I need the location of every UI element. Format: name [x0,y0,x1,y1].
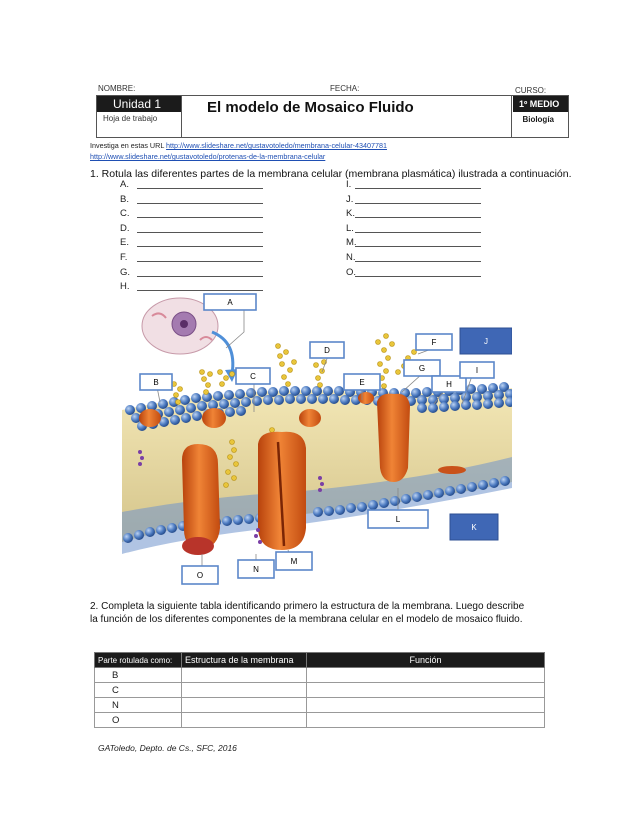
blank-letter: O. [346,266,357,278]
question-2-line-1: 2. Completa la siguiente tabla identificando primero la estructura de la membrana. Luego describe [90,601,525,612]
peripheral-protein [202,408,226,428]
label-N: N [253,565,259,574]
answer-table [94,652,545,728]
label-E: E [359,378,365,387]
label-box-I [460,362,494,378]
footer-credit: GAToledo, Depto. de Cs., SFC, 2016 [98,743,237,753]
blank-letter: C. [120,208,130,220]
answer-blank[interactable] [120,208,263,221]
blank-letter: N. [346,252,356,263]
label-box-F [416,334,452,350]
blank-line [355,276,481,277]
answer-blank[interactable] [346,179,481,192]
answer-blank[interactable] [346,194,481,207]
peripheral-protein [299,409,321,427]
peripheral-protein [438,466,466,474]
page-title: El modelo de Mosaico Fluido [207,99,414,116]
peripheral-protein [358,392,374,404]
answer-blank[interactable] [346,237,481,250]
label-F: F [431,338,437,347]
blank-line [355,203,481,204]
peripheral-protein [139,409,161,427]
row-label: O [95,713,182,728]
label-C: C [250,372,256,381]
answer-blank[interactable] [346,267,481,280]
answer-cell[interactable] [182,683,307,698]
answer-cell[interactable] [307,683,545,698]
table-row [95,668,545,683]
blank-letter: H. [120,281,130,293]
table-header: Función [307,653,545,668]
level-badge: 1º MEDIO [513,96,568,112]
row-label: B [95,668,182,683]
table-header-row [95,653,545,668]
answer-blank[interactable] [346,223,481,236]
links-prefix: Investiga en estas URL [90,141,165,150]
blank-letter: D. [120,222,130,234]
blank-letter: F. [120,252,128,263]
blank-line [137,276,263,277]
answer-cell[interactable] [182,668,307,683]
label-D: D [324,346,330,355]
subject-label: Biología [522,115,554,124]
row-label: N [95,698,182,713]
label-box-D [310,342,344,358]
label-box-G [404,360,440,376]
answer-blank[interactable] [346,208,481,221]
label-box-A [204,294,256,310]
answer-blank[interactable] [120,223,263,236]
blank-letter: J. [346,193,354,205]
label-box-J [460,328,512,354]
sheet-label: Hoja de trabajo [103,114,158,123]
answer-cell[interactable] [307,713,545,728]
question-2-line-2: la función de los diferentes componentes de la membrana celular en el modelo de mosaico fluido. [90,614,523,625]
label-A: A [227,298,233,307]
label-B: B [153,378,159,387]
blank-letter: E. [120,237,129,249]
blank-line [355,246,481,247]
label-box-N [238,560,274,578]
answer-cell[interactable] [307,698,545,713]
channel-protein [182,444,220,548]
membrane-diagram [122,292,512,588]
divider [181,96,182,137]
blank-line [355,232,481,233]
blank-letter: I. [346,179,352,190]
answer-cell[interactable] [182,698,307,713]
label-O: O [196,571,204,580]
label-box-O [182,566,218,584]
label-L: L [395,515,401,524]
answer-blank[interactable] [120,267,263,280]
label-K: K [471,523,477,532]
blank-line [137,232,263,233]
answer-blank[interactable] [120,237,263,250]
blank-line [355,188,481,189]
label-box-L [368,510,428,528]
header-box [96,95,569,138]
label-box-B [140,374,172,390]
integral-protein [377,394,410,482]
question-1: 1. Rotula las diferentes partes de la membrana celular (membrana plasmática) ilustrada a continuación. [90,168,572,180]
unit-badge: Unidad 1 [97,96,181,112]
table-header: Estructura de la membrana [182,653,307,668]
label-box-C [236,368,270,384]
answer-blank[interactable] [120,194,263,207]
curso-label: CURSO: [515,86,547,95]
blank-line [137,217,263,218]
label-box-E [344,374,380,390]
row-label: C [95,683,182,698]
blank-line [355,261,481,262]
blank-letter: L. [346,222,354,234]
blank-line [355,217,481,218]
table-row [95,713,545,728]
blank-letter: B. [120,193,129,205]
label-H: H [446,380,452,389]
label-J: J [484,337,488,346]
table-row [95,698,545,713]
fecha-label: FECHA: [330,84,360,93]
blank-letter: K. [346,208,355,220]
peripheral-protein [182,537,214,555]
blank-letter: G. [120,266,131,278]
link-1[interactable]: http://www.slideshare.net/gustavotoledo/membrana-celular-43407781 [166,141,387,150]
table-row [95,683,545,698]
label-G: G [418,364,426,373]
blank-line [137,246,263,247]
answer-cell[interactable] [182,713,307,728]
answer-blank[interactable] [120,179,263,192]
answer-cell[interactable] [307,668,545,683]
nombre-label: NOMBRE: [98,84,136,93]
blank-line [137,188,263,189]
label-box-M [276,552,312,570]
blank-line [137,203,263,204]
divider [511,96,512,137]
label-I: I [475,366,479,375]
links-block [90,140,387,162]
blank-line [137,261,263,262]
link-2[interactable]: http://www.slideshare.net/gustavotoledo/protenas-de-la-membrana-celular [90,152,326,161]
answer-blank[interactable] [346,252,481,265]
label-box-K [450,514,498,540]
blank-letter: M. [346,237,357,249]
blank-letter: A. [120,179,129,190]
label-M: M [290,557,298,566]
table-header: Parte rotulada como: [95,653,182,668]
answer-blank[interactable] [120,252,263,265]
